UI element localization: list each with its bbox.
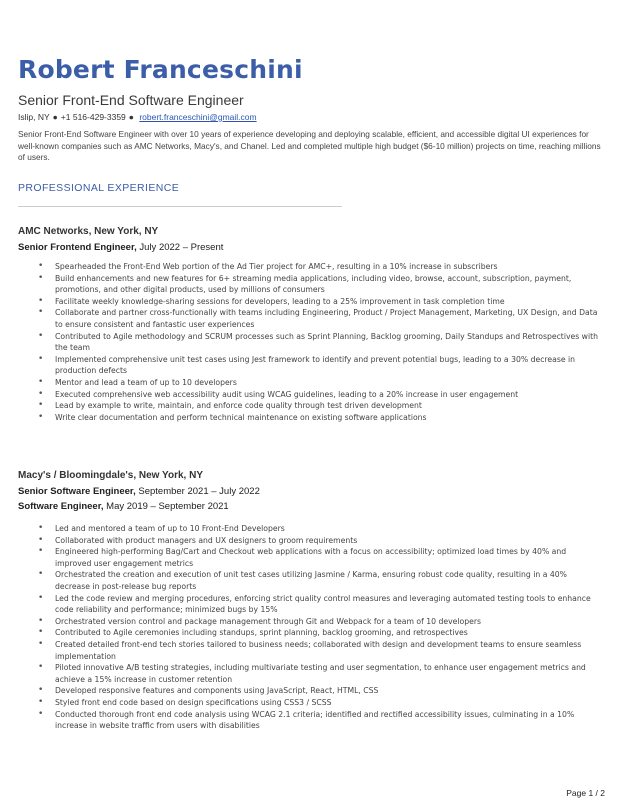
bullet-item: • Facilitate weekly knowledge-sharing sessions for developers, leading to a 25% improvement in task completion time bbox=[38, 296, 598, 308]
bullet-item: • Implemented comprehensive unit test cases using Jest framework to identify and prevent potential bugs, leading to a 30% decrease in production defects bbox=[38, 354, 598, 377]
bullet-item: • Write clear documentation and perform technical maintenance on existing software applications bbox=[38, 412, 598, 424]
summary: Senior Front-End Software Engineer with over 10 years of experience developing and deploying scalable, efficient, and accessible digital UI experiences for well-known companies such as AMC Networks, Macy's, and Chanel. Led and completed multiple high budget ($6-10 million) projects on time, reaching millions of users. bbox=[18, 129, 601, 162]
bullet-item: • Created detailed front-end tech stories tailored to business needs; collaborated with design and development teams to ensure seamless implementation bbox=[38, 639, 598, 662]
section-title-experience: PROFESSIONAL EXPERIENCE bbox=[18, 182, 180, 194]
bullet-item: • Spearheaded the Front-End Web portion of the Ad Tier project for AMC+, resulting in a 10% increase in subscribers bbox=[38, 261, 598, 273]
role-dates: July 2022 – Present bbox=[139, 242, 224, 253]
bullet-item: • Executed comprehensive web accessibility audit using WCAG guidelines, leading to a 20% increase in user engagement bbox=[38, 389, 598, 401]
bullet-list bbox=[38, 523, 598, 732]
bullet-item: • Collaborate and partner cross-functionally with teams including Engineering, Product / Project Management, Marketing, UX Design, and Data to ensure consistent and fantastic user experiences bbox=[38, 307, 598, 330]
bullet-item: • Piloted innovative A/B testing strategies, including multivariate testing and user segmentation, to enhance user engagement metrics and achieve a 15% increase in customer retention bbox=[38, 662, 598, 685]
separator-dot: ● bbox=[52, 112, 58, 122]
bullet-item: • Lead by example to write, maintain, and enforce code quality through test driven development bbox=[38, 400, 598, 412]
bullet-list bbox=[38, 261, 598, 423]
employer-macys: Macy's / Bloomingdale's, New York, NY bbox=[18, 470, 203, 481]
email-link[interactable]: robert.franceschini@gmail.com bbox=[139, 112, 257, 122]
bullet-item: • Led the code review and merging procedures, enforcing strict quality control measures and leveraging automated testing tools to enhance code reliability and performance; minimized bugs by 15% bbox=[38, 593, 598, 616]
bullet-item: • Styled front end code based on design specifications using CSS3 / SCSS bbox=[38, 697, 598, 709]
role-dates: September 2021 – July 2022 bbox=[138, 486, 260, 497]
bullet-item: • Build enhancements and new features for 6+ streaming media applications, including video, browse, account, subscription, payment, promotions, and other digital products, used by millions of consumers bbox=[38, 273, 598, 296]
role-line bbox=[18, 242, 223, 253]
location: Islip, NY bbox=[18, 112, 50, 122]
section-divider bbox=[18, 206, 342, 207]
bullet-item: • Mentor and lead a team of up to 10 developers bbox=[38, 377, 598, 389]
role-title: Senior Frontend Engineer, bbox=[18, 242, 137, 253]
bullet-item: • Led and mentored a team of up to 10 Front-End Developers bbox=[38, 523, 598, 535]
page-number: Page 1 / 2 bbox=[566, 788, 605, 798]
bullet-item: • Conducted thorough front end code analysis using WCAG 2.1 criteria; identified and rectified accessibility issues, culminating in a 10% increase in website traffic from users with disabilities bbox=[38, 709, 598, 732]
contact-line bbox=[18, 112, 257, 122]
role-line bbox=[18, 486, 260, 497]
employer-amc: AMC Networks, New York, NY bbox=[18, 226, 159, 237]
bullet-item: • Engineered high-performing Bag/Cart and Checkout web applications with a focus on accessibility; optimized load times by 40% and improved user engagement metrics bbox=[38, 546, 598, 569]
bullet-item: • Contributed to Agile methodology and SCRUM processes such as Sprint Planning, Backlog grooming, Daily Standups and Retrospectives with the team bbox=[38, 331, 598, 354]
bullet-item: • Orchestrated the creation and execution of unit test cases utilizing Jasmine / Karma, ensuring robust code quality, resulting in a 40% decrease in post-release bug reports bbox=[38, 569, 598, 592]
role-title: Software Engineer, bbox=[18, 501, 104, 512]
role-dates: May 2019 – September 2021 bbox=[106, 501, 229, 512]
bullet-item: • Collaborated with product managers and UX designers to groom requirements bbox=[38, 535, 598, 547]
separator-dot: ● bbox=[128, 112, 134, 122]
phone: +1 516-429-3359 bbox=[60, 112, 126, 122]
role-title: Senior Software Engineer, bbox=[18, 486, 136, 497]
role-line bbox=[18, 501, 229, 512]
bullet-item: • Developed responsive features and components using JavaScript, React, HTML, CSS bbox=[38, 685, 598, 697]
bullet-item: • Contributed to Agile ceremonies including standups, sprint planning, backlog grooming, and retrospectives bbox=[38, 627, 598, 639]
job-title: Senior Front-End Software Engineer bbox=[18, 92, 244, 108]
bullet-item: • Orchestrated version control and package management through Git and Webpack for a team of 10 developers bbox=[38, 616, 598, 628]
candidate-name: Robert Franceschini bbox=[18, 55, 303, 84]
